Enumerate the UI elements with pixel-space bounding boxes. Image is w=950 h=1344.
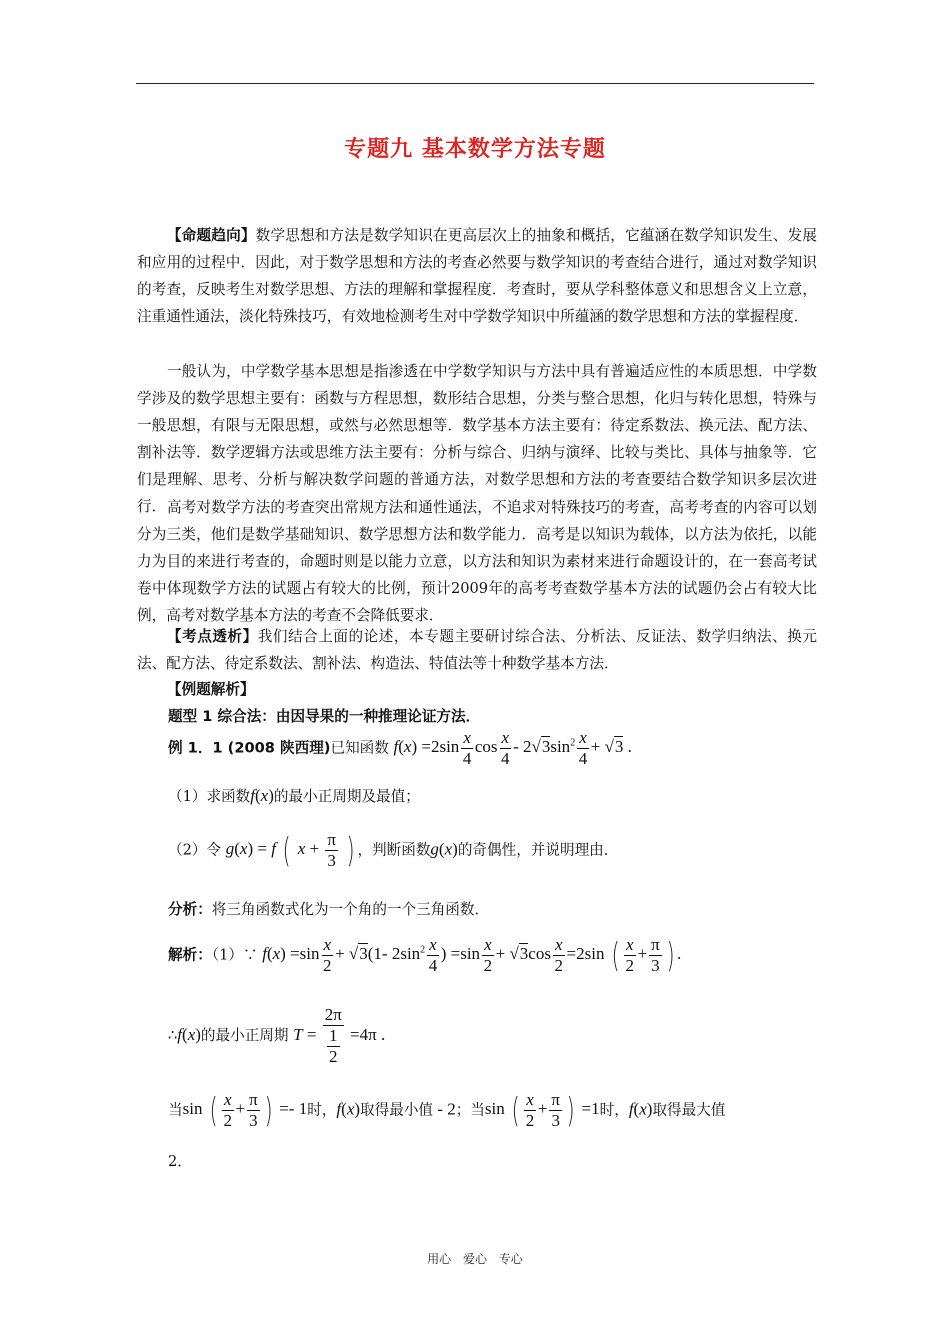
paragraph-points <box>137 623 817 677</box>
text-gaokao: 高考对数学方法的考查突出常规方法和通性通法，不追求对特殊技巧的考查，高考考查的内容可以划分为三类，他们是数学基础知识、数学思想方法和数学能力．高考是以知识为载体，以方法为依托，以能力为目的来进行考查的，命题时则是以能力立意，以方法和知识为素材来进行命题设计的，在一套高考试卷中体现数学方法的试题占有较大的比例，预计2009年的高考考查数学基本方法的试题仍会占有较大比例，高考对数学基本方法的考查不会降低要求． <box>137 499 817 624</box>
page-title: 专题九 基本数学方法专题 <box>344 137 606 162</box>
solution-line: 解析：（1）∵ f(x) =sin $\frac{x}{2}$ + √3(1- $2\sin^2$ $\frac{x}{4}$ ) =sin $\frac{x}{2}$ + √3cos $\frac{x}{2}$ =2sin ( $\frac{x}{2}$ + $\frac{\pi}{3}$ ) . <box>168 935 682 976</box>
type-heading: 题型 1 综合法：由因导果的一种推理论证方法． <box>168 708 481 725</box>
text-trends: 数学思想和方法是数学知识在更高层次上的抽象和概括，它蕴涵在数学知识发生、发展和应用的过程中．因此，对于数学思想和方法的考查必然要与数学知识的考查结合进行，通过对数学知识的考查，反映考生对数学思想、方法的理解和掌握程度．考查时，要从学科整体意义和思想含义上立意，注重通性通法，淡化特殊技巧，有效地检测考生对中学数学知识中所蕴涵的数学思想和方法的掌握程度． <box>137 227 817 325</box>
label-points: 【考点透析】 <box>167 628 258 645</box>
text-points: 我们结合上面的论述，本专题主要研讨综合法、分析法、反证法、数学归纳法、换元法、配方法、待定系数法、割补法、构造法、特值法等十种数学基本方法． <box>137 628 817 672</box>
example-line <box>168 728 632 769</box>
paragraph-gaokao <box>137 494 817 629</box>
paragraph-trends <box>137 222 817 330</box>
page-footer: 用心 爱心 专心 <box>427 1252 523 1266</box>
label-trends: 【命题趋向】 <box>167 227 256 244</box>
example-text: 已知函数 <box>330 739 389 757</box>
function-formula: f(x) =2sin $\frac{x}{4}$ cos $\frac{x}{4}$ - $2√3\sin^2$ $\frac{x}{4}$ + √3 . <box>393 728 632 768</box>
example-label: 例 1．1 (2008 陕西理) <box>168 739 331 757</box>
question-2: （2）令 g(x) = f ( x + $\frac{\pi}{3}$ ) ，判断函数g(x)的奇偶性，并说明理由． <box>168 830 619 871</box>
question-1: （1）求函数f(x)的最小正周期及最值； <box>168 786 420 805</box>
analysis-line: 分析：将三角函数式化为一个角的一个三角函数． <box>168 901 490 918</box>
final-value: 2． <box>168 1153 192 1170</box>
period-line: ∴f(x)的最小正周期 T = $\frac{2\pi}{\frac{1}{2}}$ =4π . <box>168 1005 386 1066</box>
text-general: 一般认为，中学数学基本思想是指渗透在中学数学知识与方法中具有普遍适应性的本质思想．中学数学涉及的数学思想主要有：函数与方程思想，数形结合思想，分类与整合思想，化归与转化思想，特殊与一般思想，有限与无限思想，或然与必然思想等．数学基本方法主要有：待定系数法、换元法、配方法、割补法等．数学逻辑方法或思维方法主要有：分析与综合、归纳与演绎、比较与类比、具体与抽象等．它们是理解、思考、分析与解决数学问题的普通方法，对数学思想和方法的考查要结合数学知识多层次进行． <box>137 363 817 515</box>
header-rule <box>136 83 814 84</box>
label-examples: 【例题解析】 <box>167 681 255 698</box>
extrema-line: 当sin ( $\frac{x}{2}$ + $\frac{\pi}{3}$ ) =- 1时，f(x)取得最小值 - 2；当sin ( $\frac{x}{2}$ + $\frac{\pi}{3}$ ) =1时，f(x)取得最大值 <box>168 1090 726 1131</box>
